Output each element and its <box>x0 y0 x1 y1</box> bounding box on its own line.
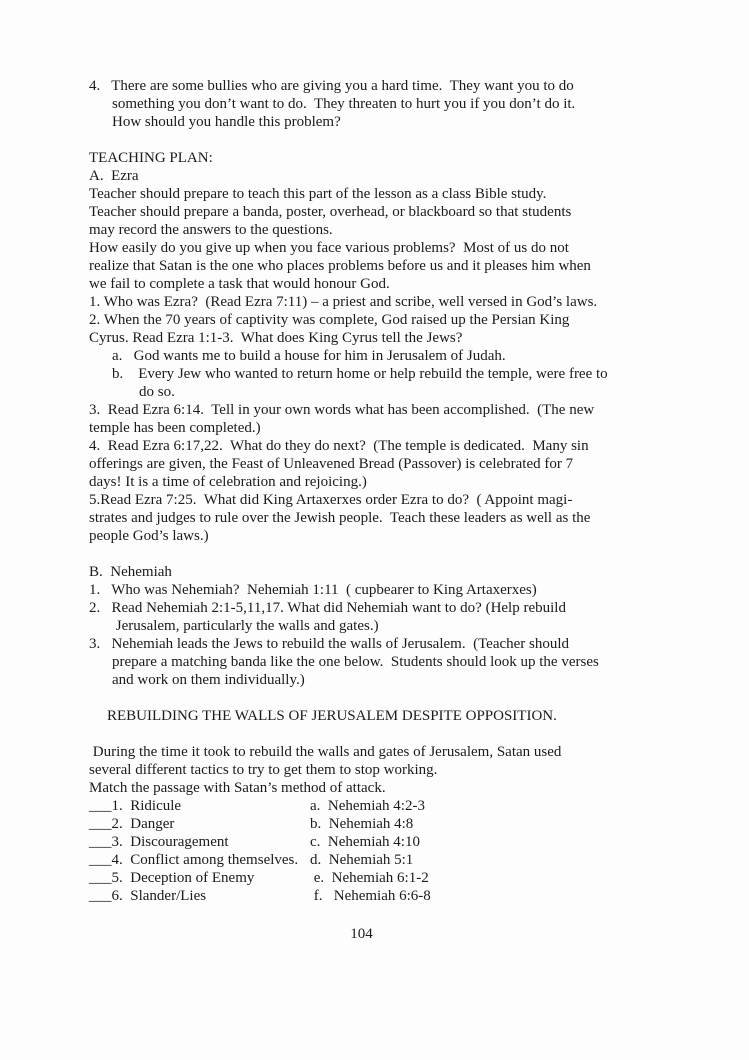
match-item-label: ___2. Danger <box>89 816 175 832</box>
document-content <box>89 77 689 943</box>
match-row <box>89 815 689 833</box>
text-line: A. Ezra <box>89 168 139 184</box>
text-line: 1. Who was Nehemiah? Nehemiah 1:11 ( cupbearer to King Artaxerxes) <box>89 582 537 598</box>
text-line: may record the answers to the questions. <box>89 222 333 238</box>
text-line: Cyrus. Read Ezra 1:1-3. What does King Cyrus tell the Jews? <box>89 330 463 346</box>
text-line: 4. There are some bullies who are giving you a hard time. They want you to do <box>89 78 574 94</box>
document-lines <box>89 77 689 797</box>
text-line: During the time it took to rebuild the walls and gates of Jerusalem, Satan used <box>89 744 562 760</box>
text-line: realize that Satan is the one who places problems before us and it pleases him when <box>89 258 591 274</box>
text-line: 1. Who was Ezra? (Read Ezra 7:11) – a priest and scribe, well versed in God’s laws. <box>89 294 598 310</box>
text-line: B. Nehemiah <box>89 564 172 580</box>
text-line: prepare a matching banda like the one below. Students should look up the verses <box>112 654 599 670</box>
text-line: How easily do you give up when you face various problems? Most of us do not <box>89 240 569 256</box>
page-number: 104 <box>350 926 373 942</box>
match-item-reference: c. Nehemiah 4:10 <box>310 834 420 850</box>
match-item-label: ___6. Slander/Lies <box>89 888 207 904</box>
text-line: Jerusalem, particularly the walls and gates.) <box>112 618 379 634</box>
match-row <box>89 851 689 869</box>
match-row <box>89 869 689 887</box>
match-item-label: ___1. Ridicule <box>89 798 182 814</box>
text-line: Match the passage with Satan’s method of attack. <box>89 780 386 796</box>
text-line: 3. Nehemiah leads the Jews to rebuild the walls of Jerusalem. (Teacher should <box>89 636 570 652</box>
match-item-label: ___4. Conflict among themselves. <box>89 852 299 868</box>
text-line: a. God wants me to build a house for him in Jerusalem of Judah. <box>112 348 506 364</box>
match-item-reference: e. Nehemiah 6:1-2 <box>310 870 429 886</box>
text-line: days! It is a time of celebration and rejoicing.) <box>89 474 367 490</box>
text-line: 2. When the 70 years of captivity was complete, God raised up the Persian King <box>89 312 570 328</box>
match-item-reference: a. Nehemiah 4:2-3 <box>310 798 425 814</box>
blank-line <box>89 689 689 707</box>
text-line: Teacher should prepare to teach this part of the lesson as a class Bible study. <box>89 186 547 202</box>
text-line: and work on them individually.) <box>112 672 305 688</box>
text-line: do so. <box>139 384 175 400</box>
text-line: people God’s laws.) <box>89 528 209 544</box>
match-item-reference: d. Nehemiah 5:1 <box>310 852 414 868</box>
text-line: 2. Read Nehemiah 2:1-5,11,17. What did Nehemiah want to do? (Help rebuild <box>89 600 566 616</box>
text-line: How should you handle this problem? <box>112 114 341 130</box>
text-line: 4. Read Ezra 6:17,22. What do they do next? (The temple is dedicated. Many sin <box>89 438 589 454</box>
match-item-reference: f. Nehemiah 6:6-8 <box>310 888 431 904</box>
text-line: several different tactics to try to get them to stop working. <box>89 762 438 778</box>
text-line: 3. Read Ezra 6:14. Tell in your own words what has been accomplished. (The new <box>89 402 595 418</box>
match-item-reference: b. Nehemiah 4:8 <box>310 816 414 832</box>
text-line: TEACHING PLAN: <box>89 150 213 166</box>
match-list <box>89 797 689 905</box>
text-line: temple has been completed.) <box>89 420 261 436</box>
text-line: b. Every Jew who wanted to return home or help rebuild the temple, were free to <box>112 366 608 382</box>
blank-line <box>89 545 689 563</box>
match-item-label: ___3. Discouragement <box>89 834 229 850</box>
match-row <box>89 797 689 815</box>
section-heading: REBUILDING THE WALLS OF JERUSALEM DESPITE OPPOSITION. <box>107 708 557 724</box>
text-line: we fail to complete a task that would honour God. <box>89 276 390 292</box>
text-line: Teacher should prepare a banda, poster, overhead, or blackboard so that students <box>89 204 572 220</box>
match-row <box>89 887 689 905</box>
text-line: offerings are given, the Feast of Unleavened Bread (Passover) is celebrated for 7 <box>89 456 574 472</box>
text-line: something you don’t want to do. They threaten to hurt you if you don’t do it. <box>112 96 576 112</box>
match-row <box>89 833 689 851</box>
text-line: 5.Read Ezra 7:25. What did King Artaxerxes order Ezra to do? ( Appoint magi- <box>89 492 573 508</box>
match-item-label: ___5. Deception of Enemy <box>89 870 255 886</box>
text-line: strates and judges to rule over the Jewish people. Teach these leaders as well as the <box>89 510 591 526</box>
blank-line <box>89 725 689 743</box>
blank-line <box>89 131 689 149</box>
